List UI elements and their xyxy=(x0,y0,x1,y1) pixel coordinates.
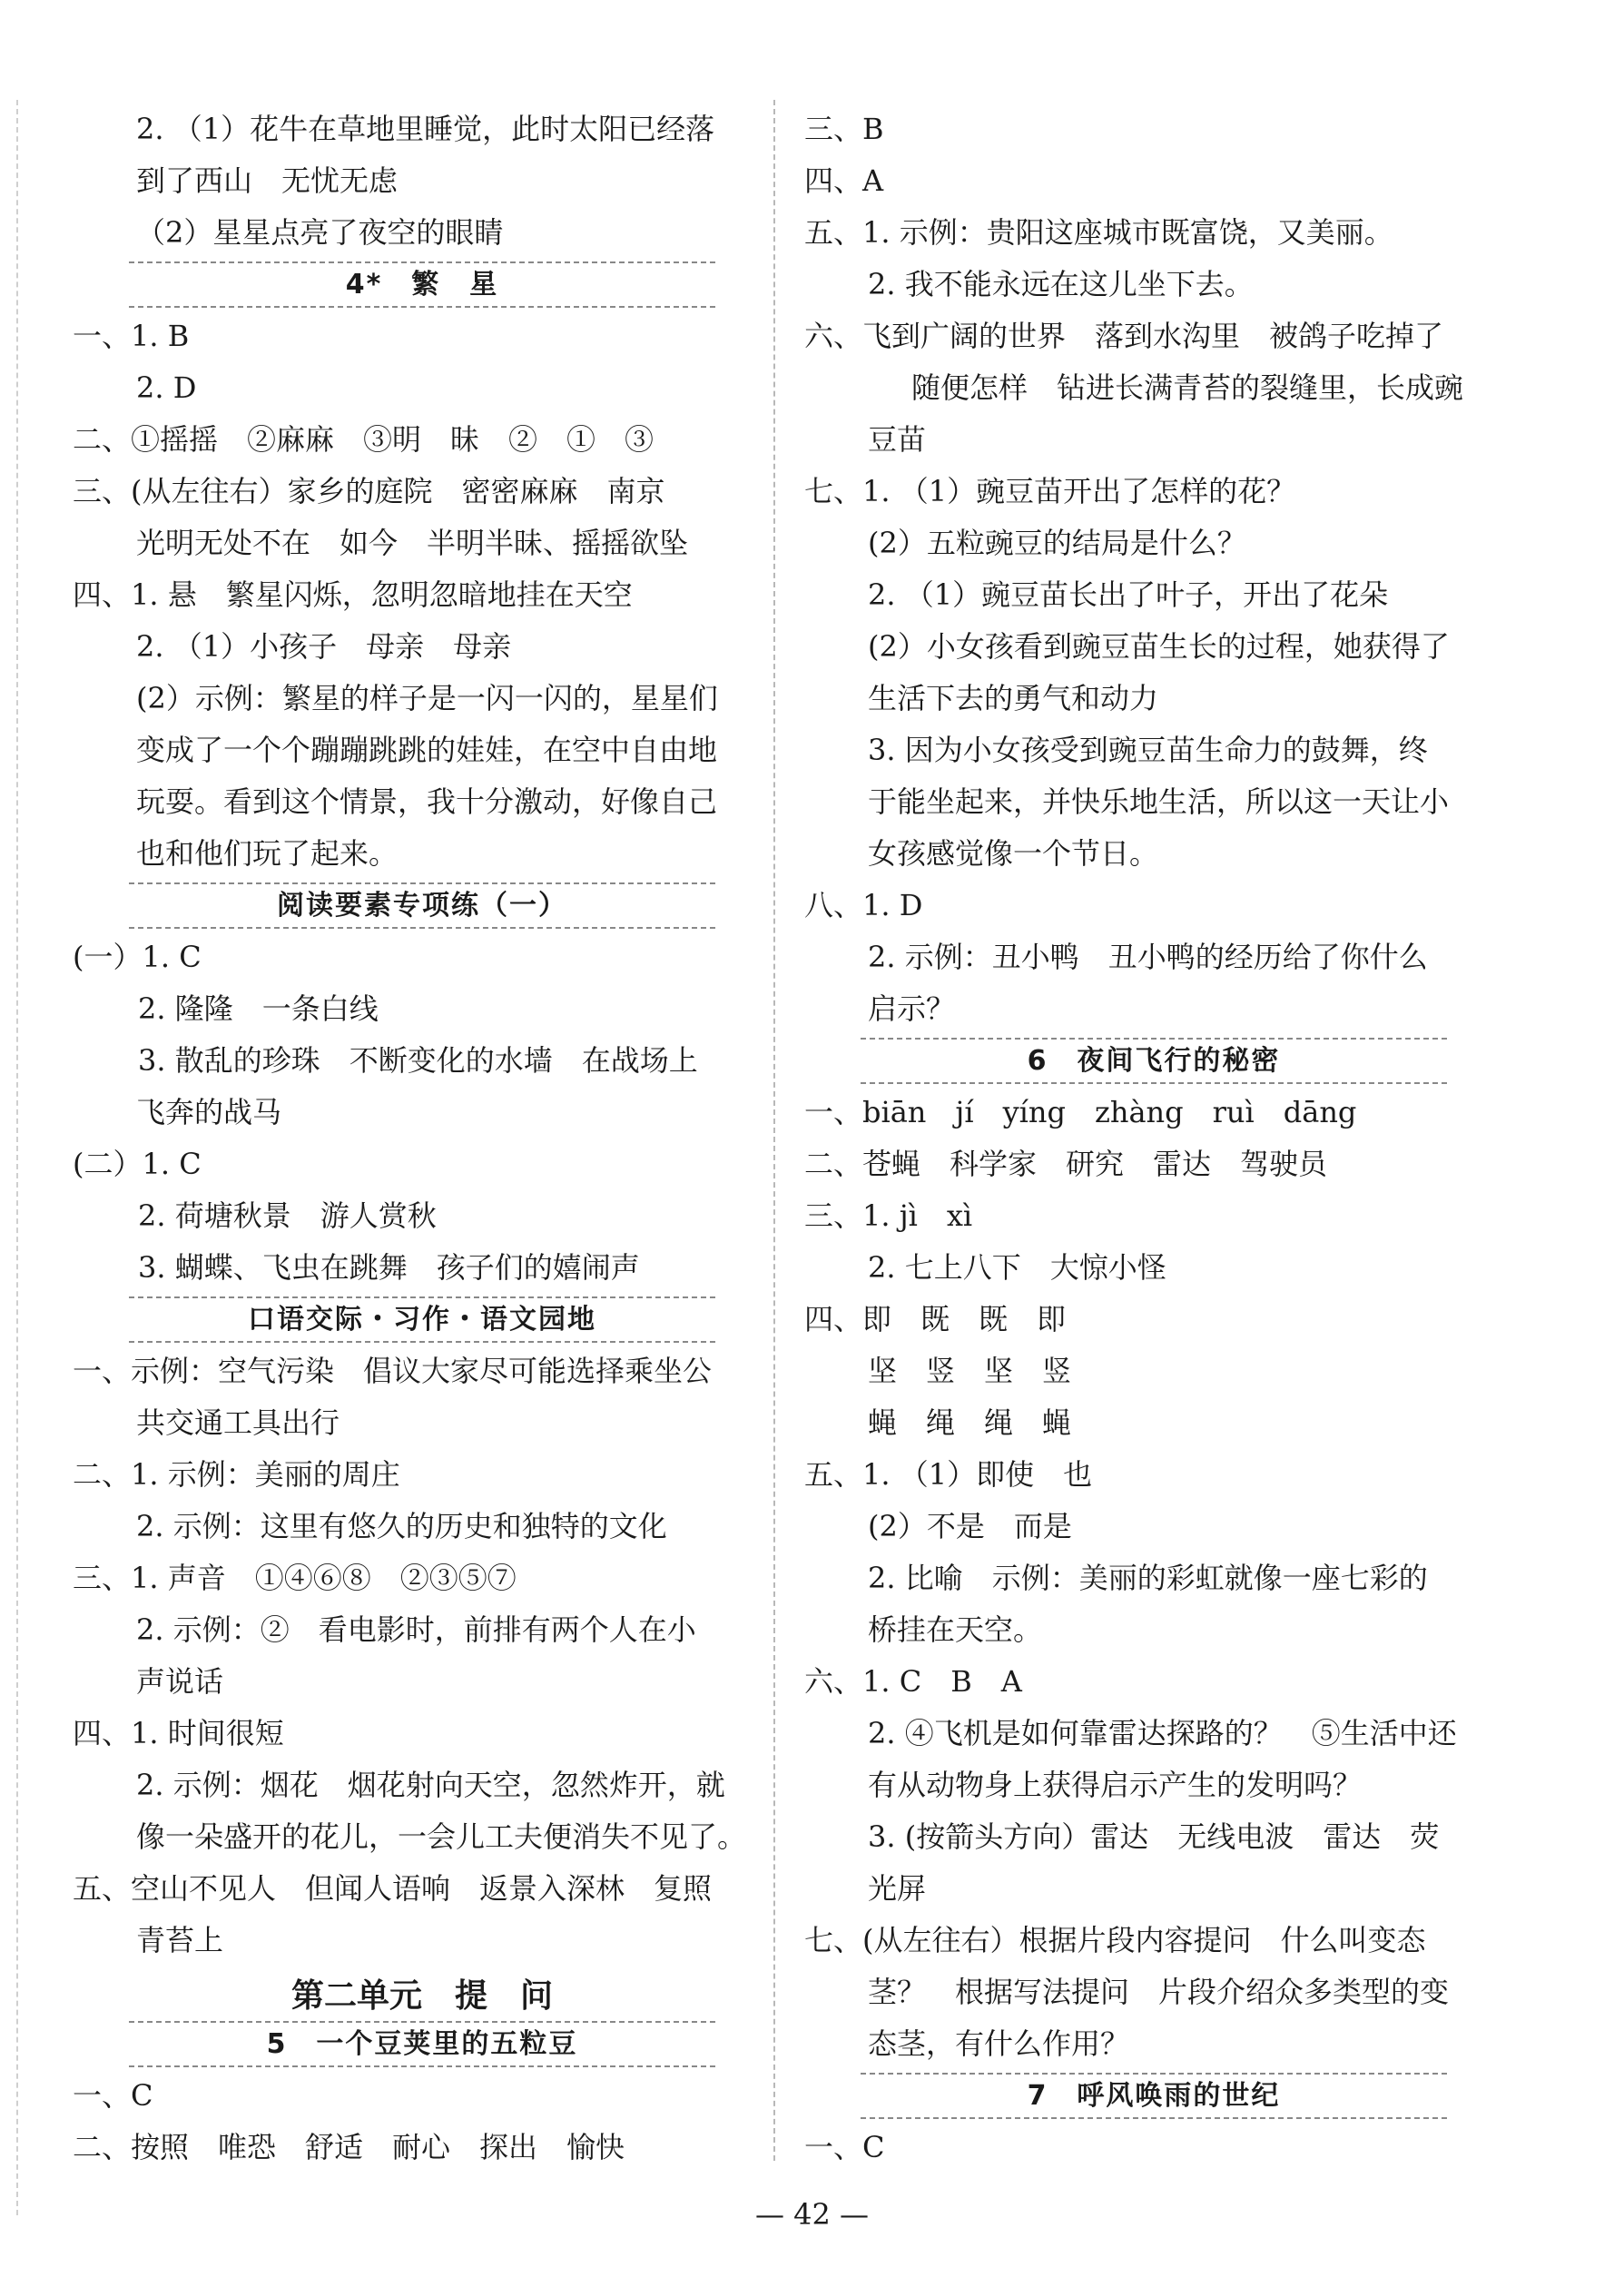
answer-line: 三、B xyxy=(804,112,884,146)
answer-line: 态茎，有什么作用？ xyxy=(868,2026,1130,2061)
answer-line: 桥挂在天空。 xyxy=(868,1612,1043,1647)
answer-line: (一）1. C xyxy=(73,940,202,974)
answer-line: 二、苍蝇 科学家 研究 雷达 驾驶员 xyxy=(804,1147,1328,1181)
answer-line: 玩耍。看到这个情景，我十分激动，好像自己 xyxy=(136,784,718,819)
section-heading-text: 4* 繁 星 xyxy=(345,269,499,301)
answer-line: 豆苗 xyxy=(868,422,927,457)
answer-line: 启示？ xyxy=(868,991,956,1026)
answer-line: 八、1. D xyxy=(804,888,923,922)
answer-line: 蝇 绳 绳 蝇 xyxy=(868,1405,1072,1440)
answer-line: 共交通工具出行 xyxy=(136,1405,340,1440)
answer-line: 六、飞到广阔的世界 落到水沟里 被鸽子吃掉了 xyxy=(804,319,1444,353)
answer-line: 2. 我不能永远在这儿坐下去。 xyxy=(868,267,1254,301)
answer-line: 四、1. 悬 繁星闪烁，忽明忽暗地挂在天空 xyxy=(73,577,633,612)
answer-line: 七、(从左往右）根据片段内容提问 什么叫变态 xyxy=(804,1923,1426,1957)
answer-line: 一、C xyxy=(73,2078,153,2113)
answer-line: 2. 示例：这里有悠久的历史和独特的文化 xyxy=(136,1509,667,1543)
answer-line: 二、1. 示例：美丽的周庄 xyxy=(73,1457,400,1492)
answer-line: 随便怎样 钻进长满青苔的裂缝里，长成豌 xyxy=(911,370,1464,405)
answer-line: 也和他们玩了起来。 xyxy=(136,836,399,871)
answer-line: 2. 七上八下 大惊小怪 xyxy=(868,1250,1166,1285)
answer-line: 一、biān jí yíng zhàng ruì dāng xyxy=(804,1095,1357,1129)
answer-line: (2）不是 而是 xyxy=(868,1509,1072,1543)
answer-line: 3. 蝴蝶、飞虫在跳舞 孩子们的嬉闹声 xyxy=(138,1250,640,1285)
answer-line: (2）五粒豌豆的结局是什么？ xyxy=(868,526,1246,560)
answer-line: 像一朵盛开的花儿，一会儿工夫便消失不见了。 xyxy=(136,1819,747,1854)
answer-line: 2. 示例：② 看电影时，前排有两个人在小 xyxy=(136,1612,696,1647)
answer-line: 3. 散乱的珍珠 不断变化的水墙 在战场上 xyxy=(138,1043,698,1078)
answer-line: 一、1. B xyxy=(73,319,190,353)
section-heading xyxy=(804,2070,1503,2122)
answer-line: 一、C xyxy=(804,2130,885,2164)
answer-line: 五、1. （1）即使 也 xyxy=(804,1457,1093,1492)
answer-line: 女孩感觉像一个节日。 xyxy=(868,836,1159,871)
answer-line: 生活下去的勇气和动力 xyxy=(868,681,1159,715)
unit-title: 第二单元 提 问 xyxy=(290,1977,553,2015)
page-edge-rule xyxy=(16,100,18,2215)
answer-line: 到了西山 无忧无虑 xyxy=(136,163,399,198)
section-heading xyxy=(804,1035,1503,1087)
answer-line: 四、即 既 既 即 xyxy=(804,1302,1067,1336)
answer-line: (2）示例：繁星的样子是一闪一闪的，星星们 xyxy=(136,681,718,715)
section-heading-text: 6 夜间飞行的秘密 xyxy=(1027,1045,1281,1077)
answer-line: 2. ④飞机是如何靠雷达探路的？ ⑤生活中还 xyxy=(868,1716,1457,1750)
section-heading-text: 5 一个豆荚里的五粒豆 xyxy=(266,2028,578,2060)
answer-line: 七、1. （1）豌豆苗开出了怎样的花？ xyxy=(804,474,1296,508)
answer-line: 2. 荷塘秋景 游人赏秋 xyxy=(138,1198,437,1233)
answer-line: 三、(从左往右）家乡的庭院 密密麻麻 南京 xyxy=(73,474,665,508)
answer-line: 2. D xyxy=(136,370,197,405)
answer-line: 三、1. 声音 ①④⑥⑧ ②③⑤⑦ xyxy=(73,1561,517,1595)
left-column xyxy=(73,104,772,2174)
answer-line: 光屏 xyxy=(868,1871,927,1906)
right-column xyxy=(804,104,1503,2174)
answer-line: 变成了一个个蹦蹦跳跳的娃娃，在空中自由地 xyxy=(136,733,718,767)
answer-line: 2. 示例：丑小鸭 丑小鸭的经历给了你什么 xyxy=(868,940,1428,974)
section-heading-text: 口语交际・习作・语文园地 xyxy=(248,1304,596,1336)
answer-line: 光明无处不在 如今 半明半昧、摇摇欲坠 xyxy=(136,526,689,560)
section-heading xyxy=(73,259,772,310)
column-divider xyxy=(773,100,775,2161)
answer-line: 坚 竖 坚 竖 xyxy=(868,1354,1072,1388)
answer-line: 四、A xyxy=(804,163,884,198)
answer-line: 飞奔的战马 xyxy=(136,1095,282,1129)
answer-line: 2. 示例：烟花 烟花射向天空，忽然炸开，就 xyxy=(136,1768,725,1802)
answer-line: 2. （1）豌豆苗长出了叶子，开出了花朵 xyxy=(868,577,1389,612)
section-heading xyxy=(73,1294,772,1346)
answer-line: 于能坐起来，并快乐地生活，所以这一天让小 xyxy=(868,784,1450,819)
section-heading xyxy=(73,880,772,932)
answer-line: 2. 隆隆 一条白线 xyxy=(138,991,379,1026)
answer-line: 3. 因为小女孩受到豌豆苗生命力的鼓舞，终 xyxy=(868,733,1428,767)
answer-line: 二、按照 唯恐 舒适 耐心 探出 愉快 xyxy=(73,2130,625,2164)
answer-line: 五、1. 示例：贵阳这座城市既富饶，又美丽。 xyxy=(804,215,1393,250)
section-heading-text: 7 呼风唤雨的世纪 xyxy=(1027,2080,1281,2112)
answer-line: 青苔上 xyxy=(136,1923,224,1957)
page-number: — 42 — xyxy=(754,2197,870,2232)
answer-line: 2. （1）小孩子 母亲 母亲 xyxy=(136,629,512,664)
answer-line: 六、1. C B A xyxy=(804,1664,1022,1699)
answer-line: 2. 比喻 示例：美丽的彩虹就像一座七彩的 xyxy=(868,1561,1428,1595)
section-heading xyxy=(73,2018,772,2070)
answer-line: (2）小女孩看到豌豆苗生长的过程，她获得了 xyxy=(868,629,1450,664)
section-heading-text: 阅读要素专项练（一） xyxy=(277,890,567,922)
answer-line: (二）1. C xyxy=(73,1147,202,1181)
answer-line: 三、1. jì xì xyxy=(804,1198,973,1233)
answer-line: 有从动物身上获得启示产生的发明吗？ xyxy=(868,1768,1363,1802)
answer-line: （2）星星点亮了夜空的眼睛 xyxy=(136,215,504,250)
answer-line: 茎？ 根据写法提问 片段介绍众多类型的变 xyxy=(868,1975,1450,2009)
answer-line: 四、1. 时间很短 xyxy=(73,1716,284,1750)
answer-line: 3. (按箭头方向）雷达 无线电波 雷达 荧 xyxy=(868,1819,1440,1854)
answer-line: 一、示例：空气污染 倡议大家尽可能选择乘坐公 xyxy=(73,1354,713,1388)
answer-line: 声说话 xyxy=(136,1664,224,1699)
answer-line: 2. （1）花牛在草地里睡觉，此时太阳已经落 xyxy=(136,112,715,146)
answer-line: 五、空山不见人 但闻人语响 返景入深林 复照 xyxy=(73,1871,713,1906)
answer-line: 二、①摇摇 ②麻麻 ③明 昧 ② ① ③ xyxy=(73,422,655,457)
